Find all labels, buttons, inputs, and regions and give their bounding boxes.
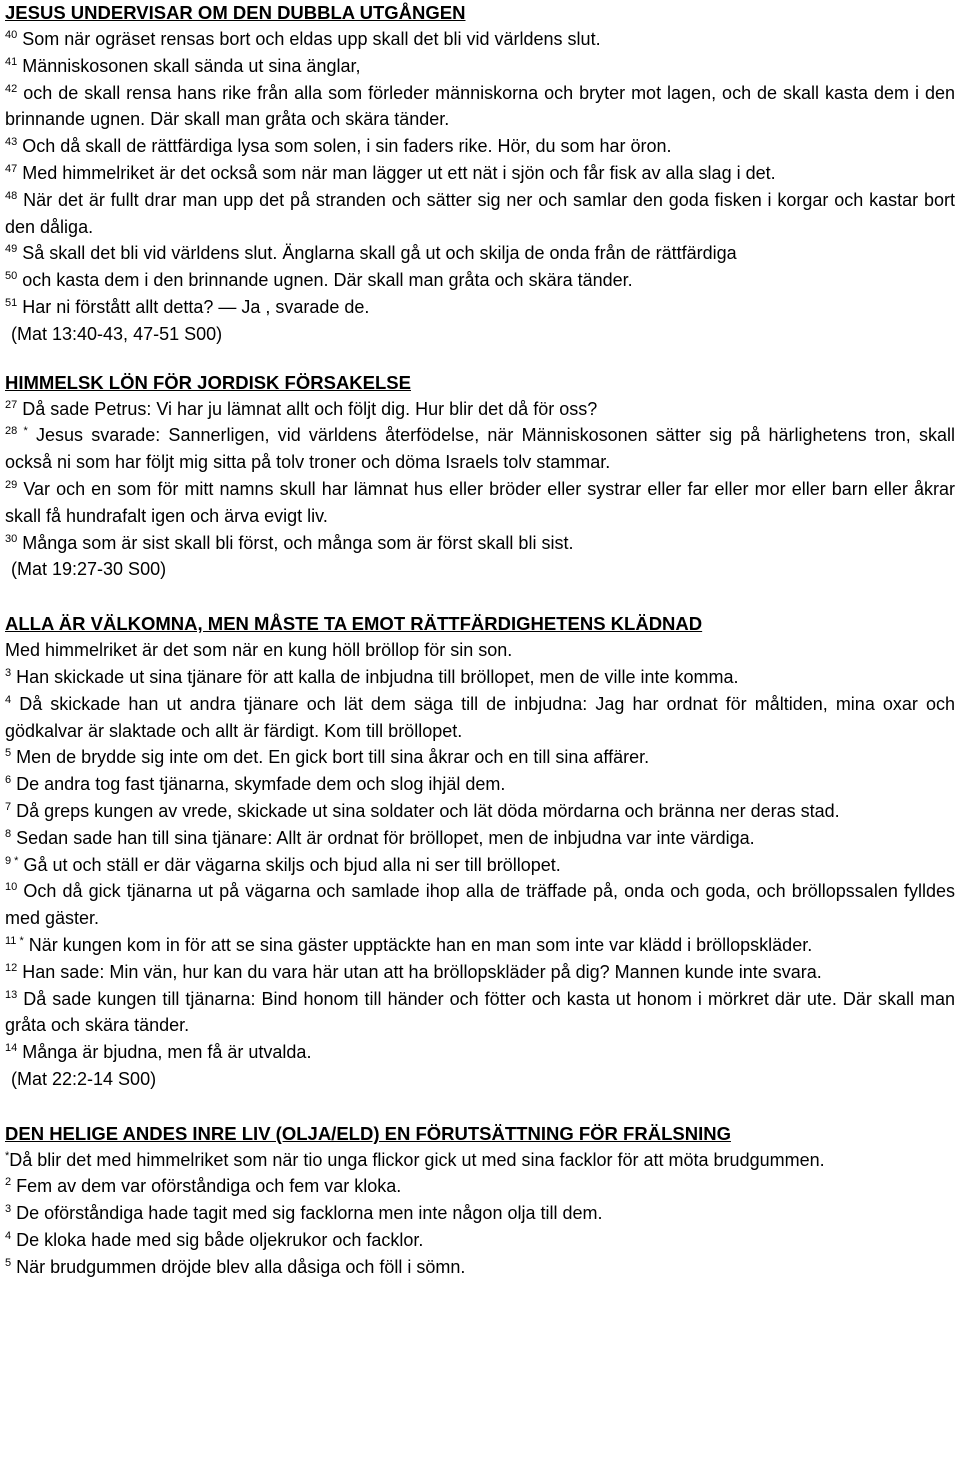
verse-text: Sedan sade han till sina tjänare: Allt är ordnat för bröllopet, men de inbjudna var inte värdiga. bbox=[16, 827, 755, 848]
verse-text: Som när ogräset rensas bort och eldas upp skall det bli vid världens slut. bbox=[22, 29, 601, 49]
verse bbox=[5, 1173, 955, 1200]
verse bbox=[5, 798, 955, 825]
verse bbox=[5, 691, 955, 745]
verse-text: Fem av dem var oförståndiga och fem var kloka. bbox=[16, 1176, 402, 1197]
verse-text: Då sade Petrus: Vi har ju lämnat allt och följt dig. Hur blir det då för oss? bbox=[22, 398, 598, 419]
verse-number: 4 bbox=[5, 1230, 12, 1243]
verse-text: Och då skall de rättfärdiga lysa som solen, i sin faders rike. Hör, du som har öron. bbox=[22, 136, 672, 157]
verse bbox=[5, 422, 955, 476]
section-heading: HIMMELSK LÖN FÖR JORDISK FÖRSAKELSE bbox=[5, 371, 411, 393]
verse-number: 42 bbox=[5, 82, 18, 95]
verse bbox=[5, 530, 955, 557]
verse-number: 5 bbox=[5, 1256, 12, 1269]
verse-number: 27 bbox=[5, 398, 18, 411]
verse bbox=[5, 986, 955, 1040]
verse-text: Han sade: Min vän, hur kan du vara här utan att ha bröllopskläder på dig? Mannen kunde inte svara. bbox=[22, 961, 822, 982]
verse-number: 51 bbox=[5, 296, 18, 309]
verse-text: Så skall det bli vid världens slut. Änglarna skall gå ut och skilja de onda från de rättfärdiga bbox=[22, 243, 737, 264]
verse-text: och kasta dem i den brinnande ugnen. Där skall man gråta och skära tänder. bbox=[22, 270, 633, 291]
verse-number: 6 bbox=[5, 774, 12, 787]
verse-text: När brudgummen dröjde blev alla dåsiga och föll i sömn. bbox=[16, 1256, 466, 1277]
verse-text: Då sade kungen till tjänarna: Bind honom till händer och fötter och kasta ut honom i mörkret där ute. Där skall man gråta och skära tänder. bbox=[5, 988, 955, 1036]
verse-number: 49 bbox=[5, 243, 18, 256]
verse-text: Då skickade han ut andra tjänare och lät dem säga till de inbjudna: Jag har ordnat för måltiden, mina oxar och gödkalvar är slaktade och allt är färdigt. Kom till bröllopet. bbox=[5, 693, 955, 741]
verse-number: 9 * bbox=[5, 854, 19, 867]
verse bbox=[5, 1039, 955, 1066]
verse-text: Med himmelriket är det som när en kung höll bröllop för sin son. bbox=[5, 640, 513, 661]
section-1 bbox=[5, 0, 955, 348]
section-heading: DEN HELIGE ANDES INRE LIV (OLJA/ELD) EN FÖRUTSÄTTNING FÖR FRÄLSNING bbox=[5, 1122, 731, 1144]
section-heading: ALLA ÄR VÄLKOMNA, MEN MÅSTE TA EMOT RÄTTFÄRDIGHETENS KLÄDNAD bbox=[5, 613, 703, 635]
verse bbox=[5, 240, 955, 267]
verse bbox=[5, 26, 955, 53]
verse bbox=[5, 1227, 955, 1254]
scripture-reference: (Mat 22:2-14 S00) bbox=[11, 1068, 157, 1089]
verse-text: Då greps kungen av vrede, skickade ut sina soldater och lät döda mördarna och bränna ner deras stad. bbox=[16, 800, 840, 821]
verse-text: Och då gick tjänarna ut på vägarna och samlade ihop alla de träffade på, onda och goda, och bröllopssalen fylldes med gäster. bbox=[5, 881, 955, 929]
verse-number: 12 bbox=[5, 961, 18, 974]
verse-text: När kungen kom in för att se sina gäster upptäckte han en man som inte var klädd i bröllopskläder. bbox=[28, 934, 813, 955]
section-2 bbox=[5, 370, 955, 584]
verse bbox=[5, 959, 955, 986]
scripture-reference: (Mat 19:27-30 S00) bbox=[11, 559, 167, 580]
verse bbox=[5, 878, 955, 932]
verse-text: Gå ut och ställ er där vägarna skiljs och bjud alla ni ser till bröllopet. bbox=[23, 854, 561, 875]
verse bbox=[5, 396, 955, 423]
verse-text: Med himmelriket är det också som när man lägger ut ett nät i sjön och får fisk av alla slag i det. bbox=[22, 162, 776, 183]
verse bbox=[5, 294, 955, 321]
verse-text: Han skickade ut sina tjänare för att kalla de inbjudna till bröllopet, men de ville inte komma. bbox=[16, 666, 739, 687]
verse-number: 8 bbox=[5, 827, 12, 840]
verse bbox=[5, 80, 955, 134]
verse-number: 43 bbox=[5, 136, 18, 149]
verse-text: Jesus svarade: Sannerligen, vid världens återfödelse, när Människosonen sätter sig på härlighetens tron, skall också ni som har följt mig sitta på tolv troner och döma Israels tolv stammar. bbox=[5, 425, 955, 473]
verse-text: Men de brydde sig inte om det. En gick bort till sina åkrar och en till sina affärer. bbox=[16, 747, 650, 768]
verse-text: Människosonen skall sända ut sina änglar, bbox=[22, 55, 361, 76]
verse bbox=[5, 825, 955, 852]
verse-text: Många är bjudna, men få är utvalda. bbox=[22, 1042, 312, 1063]
section-4 bbox=[5, 1121, 955, 1281]
verse-text: När det är fullt drar man upp det på stranden och sätter sig ner och samlar den goda fisken i korgar och kastar bort den dåliga. bbox=[5, 189, 955, 237]
verse-text: De kloka hade med sig både oljekrukor och facklor. bbox=[16, 1230, 424, 1251]
verse-number: * bbox=[5, 1149, 10, 1162]
verse-number: 2 bbox=[5, 1176, 12, 1189]
verse-number: 4 bbox=[5, 693, 12, 706]
verse bbox=[5, 744, 955, 771]
verse bbox=[5, 771, 955, 798]
verse-number: 10 bbox=[5, 881, 18, 894]
section-heading: JESUS UNDERVISAR OM DEN DUBBLA UTGÅNGEN bbox=[5, 2, 466, 23]
verse-number: 40 bbox=[5, 29, 18, 41]
verse-text: De andra tog fast tjänarna, skymfade dem och slog ihjäl dem. bbox=[16, 774, 506, 795]
verse-number: 41 bbox=[5, 55, 18, 68]
verse bbox=[5, 476, 955, 530]
verse-number: 48 bbox=[5, 189, 18, 202]
verse-number: 5 bbox=[5, 747, 12, 760]
verse bbox=[5, 1254, 955, 1281]
verse bbox=[5, 53, 955, 80]
verse-number: 30 bbox=[5, 532, 18, 545]
verse-text: Då blir det med himmelriket som när tio unga flickor gick ut med sina facklor för att möta brudgummen. bbox=[9, 1149, 825, 1170]
verse-number: 11 * bbox=[5, 934, 24, 947]
verse bbox=[5, 852, 955, 879]
verse-number: 50 bbox=[5, 270, 18, 283]
section-3 bbox=[5, 611, 955, 1093]
verse-number: 29 bbox=[5, 478, 18, 491]
verse-number: 47 bbox=[5, 162, 18, 175]
verse-number: 7 bbox=[5, 800, 12, 813]
verse bbox=[5, 267, 955, 294]
verse-text: och de skall rensa hans rike från alla som förleder människorna och bryter mot lagen, och de skall kasta dem i den brinnande ugnen. Där skall man gråta och skära tänder. bbox=[5, 82, 955, 130]
verse bbox=[5, 187, 955, 241]
verse bbox=[5, 160, 955, 187]
verse-text: Har ni förstått allt detta? — Ja , svarade de. bbox=[22, 296, 370, 317]
verse-text: De oförståndiga hade tagit med sig facklorna men inte någon olja till dem. bbox=[16, 1203, 603, 1224]
scripture-reference: (Mat 13:40-43, 47-51 S00) bbox=[11, 323, 223, 344]
verse bbox=[5, 664, 955, 691]
verse-number: 3 bbox=[5, 1203, 12, 1216]
verse-number: 14 bbox=[5, 1042, 18, 1055]
verse bbox=[5, 1200, 955, 1227]
verse bbox=[5, 133, 955, 160]
verse-number: 13 bbox=[5, 988, 18, 1001]
verse bbox=[5, 932, 955, 959]
verse-number: 28 * bbox=[5, 425, 28, 438]
verse bbox=[5, 1147, 955, 1174]
verse-text: Många som är sist skall bli först, och många som är först skall bli sist. bbox=[22, 532, 574, 553]
verse bbox=[5, 637, 955, 664]
verse-number: 3 bbox=[5, 666, 12, 679]
verse-text: Var och en som för mitt namns skull har lämnat hus eller bröder eller systrar eller far eller mor eller barn eller åkrar skall få hundrafalt igen och ärva evigt liv. bbox=[5, 478, 955, 526]
